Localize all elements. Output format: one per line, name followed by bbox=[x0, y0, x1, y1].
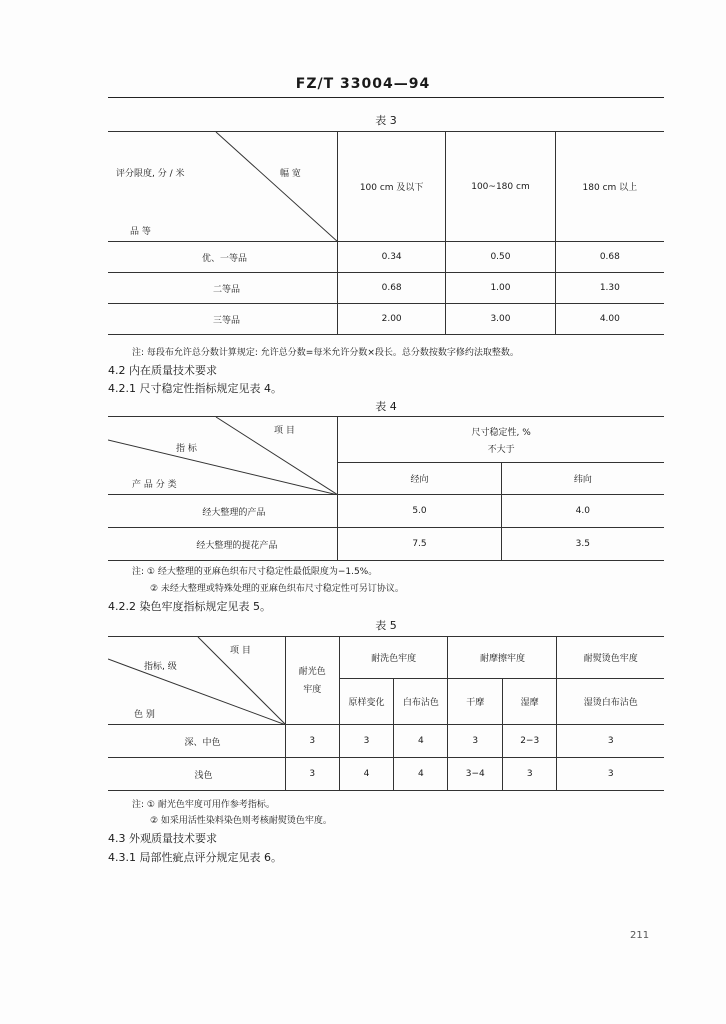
table3-caption: 表 3 bbox=[375, 114, 397, 127]
table4-cell: 5.0 bbox=[338, 495, 501, 528]
document-header: FZ/T 33004—94 bbox=[295, 76, 431, 92]
table5-cell: 4 bbox=[394, 758, 448, 791]
table3-cell: 0.68 bbox=[338, 273, 446, 304]
table5-sub-header: 湿摩 bbox=[502, 679, 556, 725]
table4-cell: 7.5 bbox=[338, 528, 501, 561]
table5-diag-mid: 指标, 级 bbox=[144, 662, 177, 672]
section-4-2-1: 4.2.1 尺寸稳定性指标规定见表 4。 bbox=[108, 382, 282, 395]
table5-sub-header: 干摩 bbox=[448, 679, 502, 725]
table4-caption: 表 4 bbox=[375, 400, 397, 413]
table5-note-2: ② 如采用活性染料染色则考核耐熨烫色牢度。 bbox=[150, 816, 332, 826]
table-row bbox=[108, 273, 664, 304]
table4-cell: 3.5 bbox=[501, 528, 664, 561]
table3 bbox=[108, 131, 664, 335]
table-row bbox=[108, 495, 664, 528]
table-row bbox=[108, 304, 664, 335]
section-4-2: 4.2 内在质量技术要求 bbox=[108, 364, 217, 377]
table3-diag-bottom: 品 等 bbox=[130, 227, 151, 237]
table3-note: 注: 每段布允许总分数计算规定: 允许总分数=每米允许分数×段长。总分数按数字修约法取整数。 bbox=[132, 348, 519, 358]
table3-diagonal-header bbox=[108, 132, 338, 242]
table-row bbox=[108, 725, 664, 758]
table5-cell: 4 bbox=[339, 758, 393, 791]
table5-cell: 3−4 bbox=[448, 758, 502, 791]
table4-diag-mid: 指 标 bbox=[176, 444, 197, 454]
table3-cell: 4.00 bbox=[555, 304, 664, 335]
table5-diag-bottom: 色 别 bbox=[134, 710, 155, 720]
table3-col-header: 180 cm 以上 bbox=[555, 132, 664, 242]
table5-cell: 2−3 bbox=[502, 725, 556, 758]
table5-group-iron: 耐熨烫色牢度 bbox=[557, 637, 664, 679]
table5-diag-top: 项 目 bbox=[230, 646, 251, 656]
table5-cell: 4 bbox=[394, 725, 448, 758]
table3-col-header: 100~180 cm bbox=[446, 132, 555, 242]
table5-col-light: 耐光色 牢度 bbox=[285, 637, 339, 725]
table5-sub-header: 白布沾色 bbox=[394, 679, 448, 725]
table4-row-label: 经大整理的提花产品 bbox=[108, 528, 338, 561]
table5-cell: 3 bbox=[557, 725, 664, 758]
table4-group-header-text: 尺寸稳定性, % bbox=[471, 427, 531, 438]
table5-cell: 3 bbox=[502, 758, 556, 791]
table-row bbox=[108, 242, 664, 273]
table5-caption: 表 5 bbox=[375, 619, 397, 632]
table3-cell: 0.68 bbox=[555, 242, 664, 273]
page-number: 211 bbox=[630, 930, 650, 941]
table-row bbox=[108, 528, 664, 561]
table5-group-rub: 耐摩擦牢度 bbox=[448, 637, 557, 679]
table3-col-header: 100 cm 及以下 bbox=[338, 132, 446, 242]
table3-row-label: 二等品 bbox=[108, 273, 338, 304]
table5-cell: 3 bbox=[448, 725, 502, 758]
table5-group-wash: 耐洗色牢度 bbox=[339, 637, 448, 679]
section-4-3-1: 4.3.1 局部性疵点评分规定见表 6。 bbox=[108, 851, 282, 864]
table4-group-subheader: 不大于 bbox=[487, 444, 515, 455]
table4-row-label: 经大整理的产品 bbox=[108, 495, 338, 528]
table3-row-label: 优、一等品 bbox=[108, 242, 338, 273]
table3-cell: 1.00 bbox=[446, 273, 555, 304]
table5-note-1: 注: ① 耐光色牢度可用作参考指标。 bbox=[132, 800, 275, 810]
table5-cell: 3 bbox=[285, 725, 339, 758]
table4-cell: 4.0 bbox=[501, 495, 664, 528]
table3-cell: 2.00 bbox=[338, 304, 446, 335]
table5-row-label: 浅色 bbox=[108, 758, 285, 791]
table3-row-label: 三等品 bbox=[108, 304, 338, 335]
table3-cell: 1.30 bbox=[555, 273, 664, 304]
header-rule bbox=[108, 97, 664, 98]
table5-sub-header: 湿烫白布沾色 bbox=[557, 679, 664, 725]
table4-col-header: 经向 bbox=[338, 463, 501, 495]
table4-group-header bbox=[338, 417, 664, 463]
table5-cell: 3 bbox=[285, 758, 339, 791]
table5-row-label: 深、中色 bbox=[108, 725, 285, 758]
table3-diag-top-left: 评分限度, 分 / 米 bbox=[116, 169, 185, 179]
table4-diag-bottom: 产 品 分 类 bbox=[132, 480, 177, 490]
table3-cell: 0.50 bbox=[446, 242, 555, 273]
table4-diag-top: 项 目 bbox=[274, 426, 295, 436]
table5-cell: 3 bbox=[557, 758, 664, 791]
table3-cell: 0.34 bbox=[338, 242, 446, 273]
table4-diagonal-header bbox=[108, 417, 338, 495]
table5-diagonal-header bbox=[108, 637, 285, 725]
table-row bbox=[108, 758, 664, 791]
section-4-3: 4.3 外观质量技术要求 bbox=[108, 832, 217, 845]
table3-cell: 3.00 bbox=[446, 304, 555, 335]
table5-sub-header: 原样变化 bbox=[339, 679, 393, 725]
table5 bbox=[108, 636, 664, 791]
table4 bbox=[108, 416, 664, 561]
table4-col-header: 纬向 bbox=[501, 463, 664, 495]
section-4-2-2: 4.2.2 染色牢度指标规定见表 5。 bbox=[108, 600, 271, 613]
table4-note-1: 注: ① 经大整理的亚麻色织布尺寸稳定性最低限度为−1.5%。 bbox=[132, 567, 378, 577]
table3-diag-top-right: 幅 宽 bbox=[280, 169, 301, 179]
table4-note-2: ② 未经大整理或特殊处理的亚麻色织布尺寸稳定性可另订协议。 bbox=[150, 584, 404, 594]
table5-cell: 3 bbox=[339, 725, 393, 758]
